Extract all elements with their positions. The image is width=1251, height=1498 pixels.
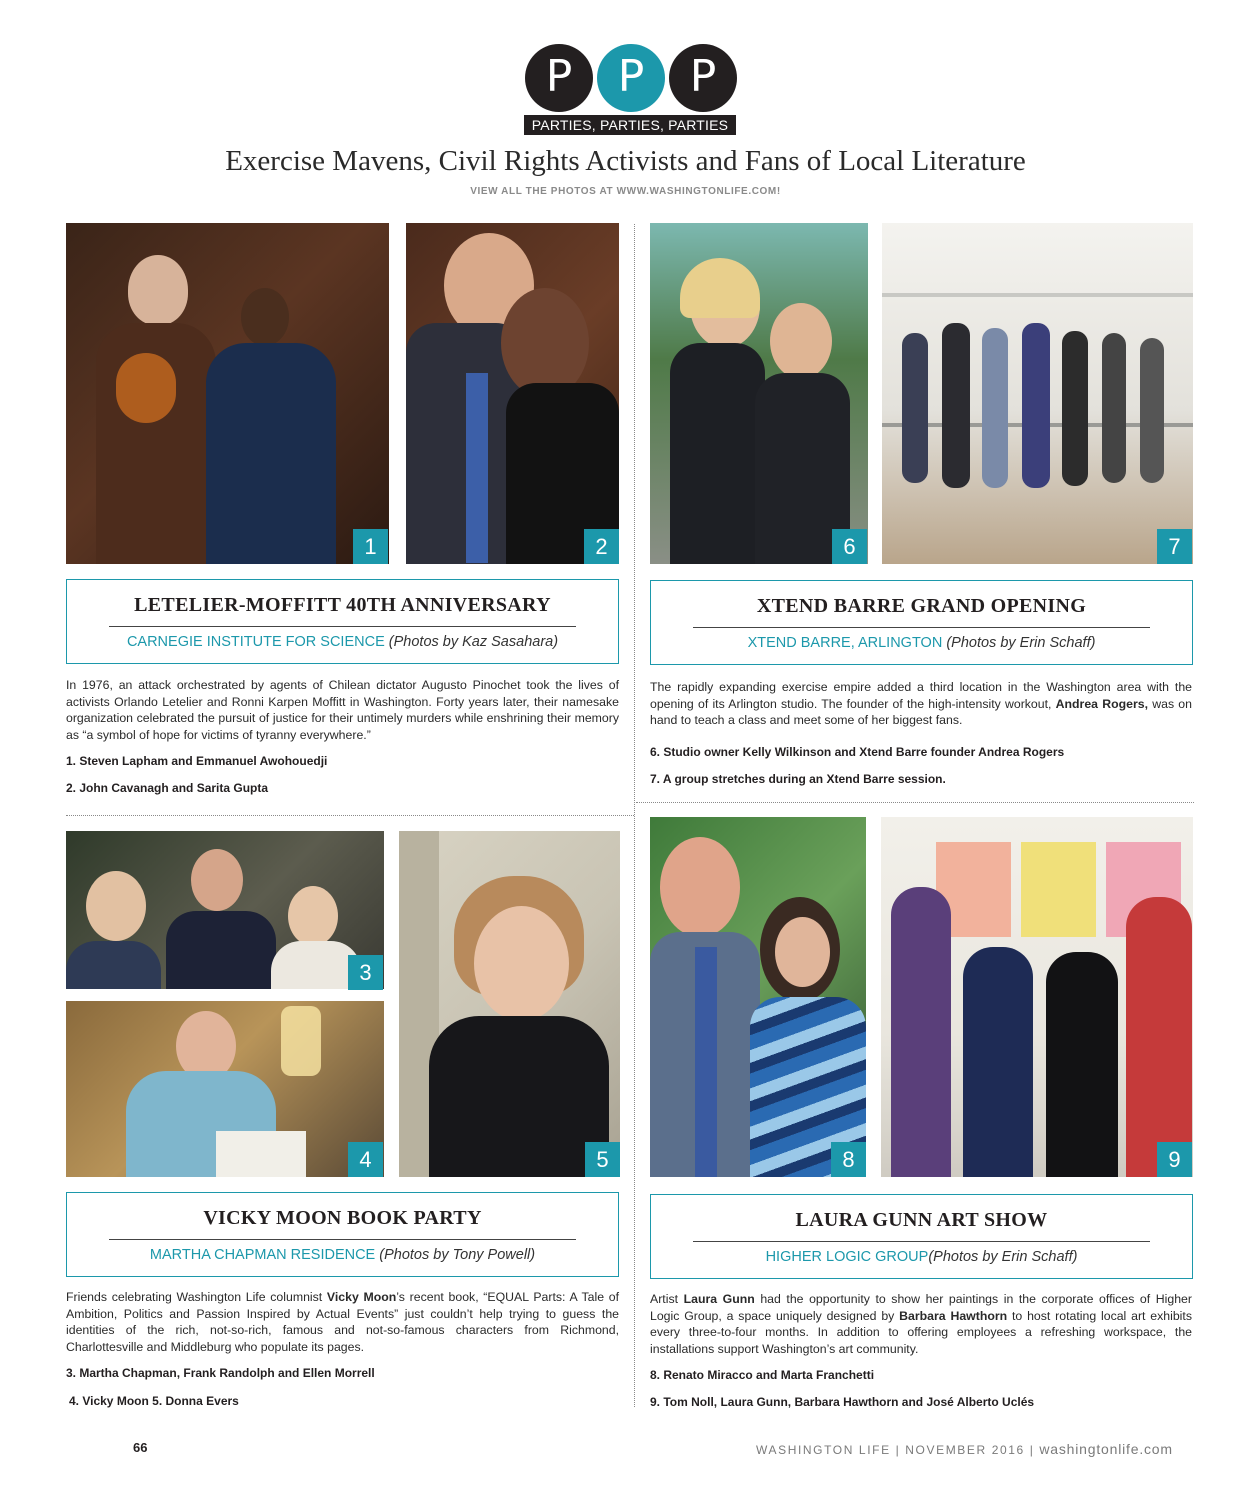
bold-name: Andrea Rogers,	[1055, 696, 1149, 711]
photo-figure	[128, 255, 188, 325]
photo-figure	[166, 911, 276, 989]
photo-caption: 3. Martha Chapman, Frank Randolph and Ellen Morrell	[66, 1366, 375, 1380]
event-venue: XTEND BARRE, ARLINGTON	[747, 635, 943, 651]
photo-number-5: 5	[585, 1142, 620, 1177]
photo-caption: 8. Renato Miracco and Marta Franchetti	[650, 1368, 875, 1382]
photo-number-2: 2	[584, 529, 619, 564]
masthead-letter-1: P	[525, 44, 593, 112]
photo-4[interactable]	[66, 1001, 384, 1177]
photo-figure	[1062, 331, 1088, 486]
photo-caption: 1. Steven Lapham and Emmanuel Awohouedji	[66, 754, 328, 768]
photo-caption: 7. A group stretches during an Xtend Barre session.	[650, 772, 946, 786]
photo-figure	[1021, 842, 1096, 937]
photo-figure	[1046, 952, 1118, 1177]
event-title: VICKY MOON BOOK PARTY	[203, 1207, 482, 1229]
page-number: 66	[133, 1440, 148, 1455]
photo-number-1: 1	[353, 529, 388, 564]
title-rule	[109, 626, 576, 627]
photo-figure	[474, 906, 569, 1021]
photo-3[interactable]	[66, 831, 384, 989]
event-title: LAURA GUNN ART SHOW	[795, 1209, 1048, 1231]
photo-figure	[466, 373, 488, 563]
photo-8[interactable]	[650, 817, 866, 1177]
photo-figure	[1102, 333, 1126, 483]
photo-figure	[695, 947, 717, 1177]
photo-figure	[66, 941, 161, 989]
footer-separator: |	[895, 1443, 901, 1457]
event-description: Friends celebrating Washington Life columnist Vicky Moon’s recent book, “EQUAL Parts: A Tale of Ambition, Politics and Passion Inspired by Actual Events” just couldn’t help trying to guess the identities of the rich, not-so-rich, famous and not-so-famous characters from Richmond, Charlottesville and Middleburg who populate its pages.	[66, 1290, 619, 1354]
left-row-divider	[66, 815, 634, 816]
event-description: In 1976, an attack orchestrated by agents of Chilean dictator Augusto Pinochet took the lives of activists Orlando Letelier and Ronni Karpen Moffitt in Washington. Forty years later, their namesake organization celebrated the pursuit of justice for their untimely murders while enshrining their memory as “a symbol of hope for victims of tyranny everywhere.”	[66, 678, 619, 742]
title-rule	[693, 1241, 1150, 1242]
photo-figure	[241, 288, 289, 346]
photo-credit: (Photos by Erin Schaff)	[928, 1249, 1078, 1265]
bold-name: Laura Gunn	[683, 1292, 755, 1306]
photo-credit: (Photos by Tony Powell)	[379, 1247, 536, 1263]
photo-figure	[942, 323, 970, 488]
photo-figure	[429, 1016, 609, 1177]
bold-name: Barbara Hawthorn	[899, 1308, 1008, 1323]
photo-figure	[660, 837, 740, 937]
event-description: Artist Laura Gunn had the opportunity to show her paintings in the corporate offices of Higher Logic Group, a space uniquely designed by Barbara Hawthorn to host rotating local art exhibits every three-to-four months. In addition to offering employees a refreshing workspace, the installations support Washington’s art community.	[650, 1292, 1192, 1356]
event-letelier-moffitt	[66, 579, 619, 664]
website-link[interactable]: washingtonlife.com	[1039, 1441, 1173, 1457]
photo-number-7: 7	[1157, 529, 1192, 564]
photo-figure	[775, 917, 830, 987]
photo-figure	[882, 293, 1193, 297]
photo-figure	[963, 947, 1033, 1177]
event-xtend-barre	[650, 580, 1193, 665]
bold-name: Vicky Moon	[326, 1290, 397, 1304]
photo-figure	[216, 1131, 306, 1177]
photo-figure	[501, 288, 589, 398]
photo-1[interactable]	[66, 223, 389, 564]
photo-7[interactable]	[882, 223, 1193, 564]
event-subtitle	[67, 1247, 618, 1263]
photo-figure	[1022, 323, 1050, 488]
photo-5[interactable]	[399, 831, 620, 1177]
photo-number-9: 9	[1157, 1142, 1192, 1177]
footer-credit	[756, 1441, 1173, 1457]
photo-number-3: 3	[348, 955, 383, 990]
page-headline: Exercise Mavens, Civil Rights Activists and Fans of Local Literature	[225, 145, 1026, 177]
event-title: XTEND BARRE GRAND OPENING	[756, 595, 1087, 617]
event-subtitle	[651, 1249, 1192, 1265]
photo-number-6: 6	[832, 529, 867, 564]
issue-date: NOVEMBER 2016	[905, 1443, 1025, 1457]
photo-figure	[1140, 338, 1164, 483]
event-subtitle	[651, 635, 1192, 651]
photo-figure	[191, 849, 243, 911]
masthead-letter-3: P	[669, 44, 737, 112]
photo-number-4: 4	[348, 1142, 383, 1177]
photo-figure	[982, 328, 1008, 488]
photo-caption: 6. Studio owner Kelly Wilkinson and Xtend Barre founder Andrea Rogers	[650, 745, 1065, 759]
photo-number-8: 8	[831, 1142, 866, 1177]
photo-figure	[670, 343, 765, 564]
photo-figure	[891, 887, 951, 1177]
photo-figure	[206, 343, 336, 564]
event-title: LETELIER-MOFFITT 40TH ANNIVERSARY	[134, 594, 551, 616]
column-divider	[634, 224, 635, 1407]
event-venue: MARTHA CHAPMAN RESIDENCE	[149, 1247, 376, 1263]
event-vicky-moon	[66, 1192, 619, 1277]
photo-figure	[902, 333, 928, 483]
event-venue: HIGHER LOGIC GROUP	[765, 1249, 929, 1265]
view-photos-link[interactable]: VIEW ALL THE PHOTOS AT WWW.WASHINGTONLIFE.COM!	[470, 186, 781, 197]
photo-caption: 9. Tom Noll, Laura Gunn, Barbara Hawthorn and José Alberto Uclés	[650, 1395, 1035, 1409]
event-description: The rapidly expanding exercise empire added a third location in the Washington area with the opening of its Arlington studio. The founder of the high-intensity workout, Andrea Rogers, was on hand to teach a class and meet some of her biggest fans.	[650, 680, 1192, 727]
masthead-letter-2: P	[597, 44, 665, 112]
photo-figure	[116, 353, 176, 423]
event-subtitle	[67, 634, 618, 650]
photo-credit: (Photos by Kaz Sasahara)	[388, 634, 559, 650]
photo-6[interactable]	[650, 223, 868, 564]
photo-credit: (Photos by Erin Schaff)	[946, 635, 1096, 651]
photo-2[interactable]	[406, 223, 619, 564]
right-row-divider	[636, 802, 1194, 803]
photo-figure	[770, 303, 832, 379]
photo-figure	[288, 886, 338, 946]
event-venue: CARNEGIE INSTITUTE FOR SCIENCE	[126, 634, 385, 650]
magazine-name: WASHINGTON LIFE	[756, 1443, 891, 1457]
footer-separator: |	[1029, 1443, 1035, 1457]
photo-caption: 2. John Cavanagh and Sarita Gupta	[66, 781, 269, 795]
photo-figure	[1126, 897, 1192, 1177]
masthead-tagline: PARTIES, PARTIES, PARTIES	[524, 115, 736, 135]
photo-figure	[680, 258, 760, 318]
title-rule	[109, 1239, 576, 1240]
event-laura-gunn	[650, 1194, 1193, 1279]
photo-9[interactable]	[881, 817, 1193, 1177]
photo-caption: 4. Vicky Moon 5. Donna Evers	[69, 1394, 239, 1408]
title-rule	[693, 627, 1150, 628]
photo-figure	[281, 1006, 321, 1076]
photo-figure	[86, 871, 146, 941]
